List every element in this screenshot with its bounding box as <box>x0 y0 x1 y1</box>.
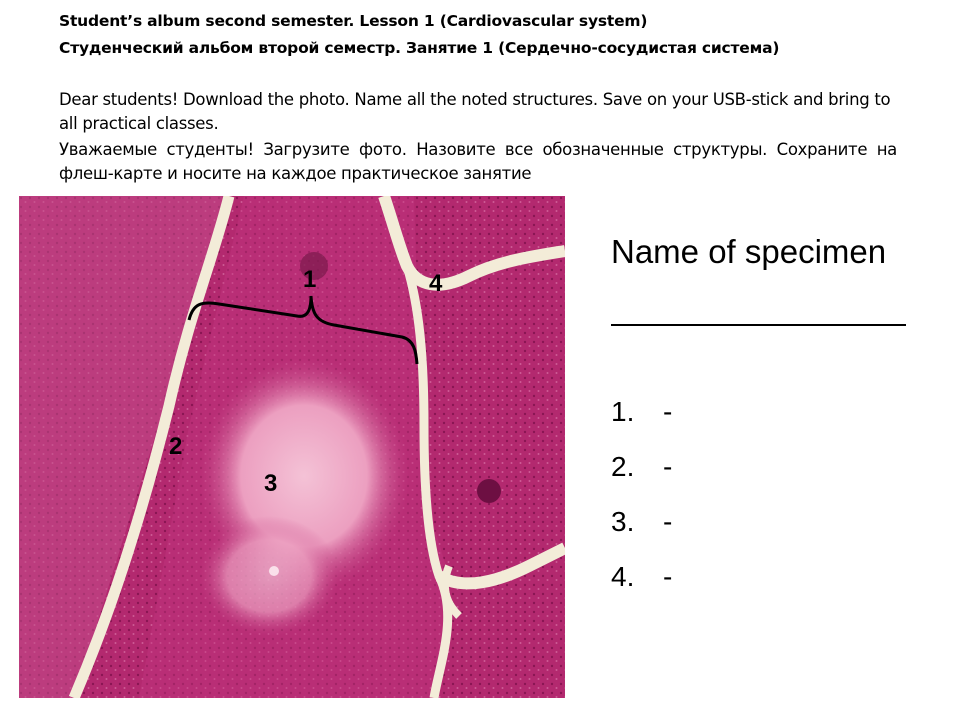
instructions-english: Dear students! Download the photo. Name all the noted structures. Save on your USB-stick and bring to all practical classes. <box>59 90 891 133</box>
label-1: 1 <box>303 266 317 293</box>
label-4: 4 <box>429 270 443 297</box>
title-english: Student’s album second semester. Lesson 1 (Cardiovascular system) <box>59 12 648 30</box>
answer-item: 3. - <box>611 506 673 537</box>
label-3: 3 <box>264 470 278 497</box>
micrograph <box>19 196 565 698</box>
specimen-answer-line <box>611 290 906 326</box>
instructions-russian: Уважаемые студенты! Загрузите фото. Назовите все обозначенные структуры. Сохраните на флеш-карте и носите на каждое практическое занятие <box>59 140 897 183</box>
answer-item: 4. - <box>611 561 673 592</box>
micrograph-image <box>19 196 565 698</box>
label-2: 2 <box>169 433 183 460</box>
title-russian: Студенческий альбом второй семестр. Занятие 1 (Сердечно-сосудистая система) <box>59 39 780 57</box>
answer-item: 2. - <box>611 451 673 482</box>
specimen-label: Name of specimen <box>611 233 887 270</box>
answer-item: 1. - <box>611 396 673 427</box>
